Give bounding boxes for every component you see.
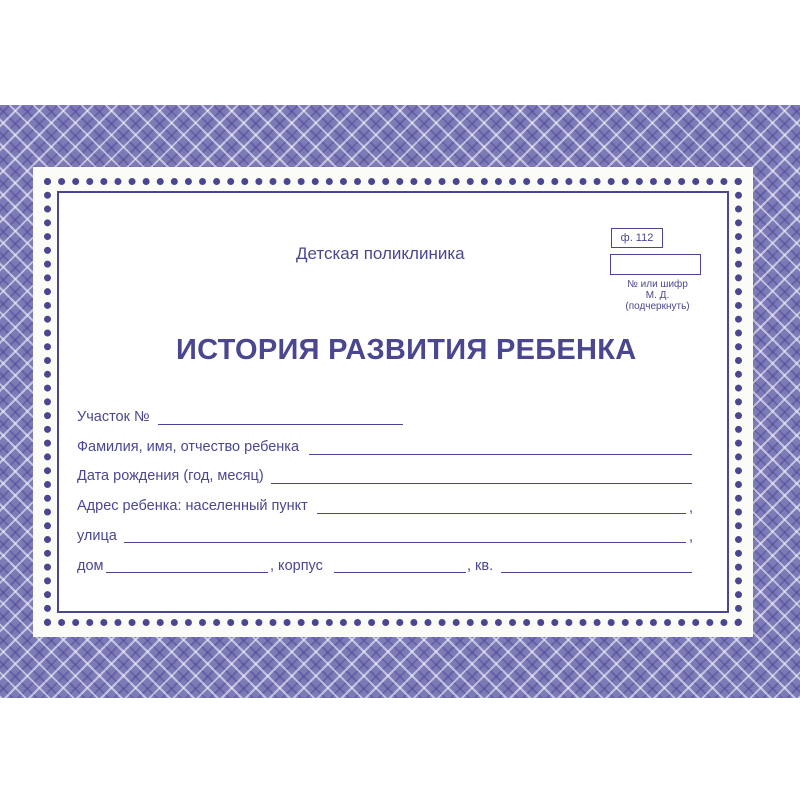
- apartment-field[interactable]: [501, 572, 692, 573]
- birth-date-label: Дата рождения (год, месяц): [77, 468, 264, 484]
- code-caption-line: М. Д.: [645, 290, 670, 301]
- comma: ,: [689, 529, 694, 545]
- house-field[interactable]: [106, 572, 268, 573]
- house-label: дом: [77, 558, 104, 574]
- full-name-field[interactable]: [309, 454, 692, 455]
- clinic-name: Детская поликлиника: [296, 244, 465, 263]
- district-label: Участок №: [77, 409, 150, 425]
- record-code-field[interactable]: [610, 254, 701, 275]
- building-field[interactable]: [334, 572, 466, 573]
- street-field[interactable]: [124, 542, 686, 543]
- full-name-label: Фамилия, имя, отчество ребенка: [77, 439, 300, 455]
- address-label: Адрес ребенка: населенный пункт: [77, 498, 308, 514]
- apartment-label: , кв.: [467, 558, 494, 574]
- comma: ,: [689, 500, 694, 516]
- code-caption-line: (подчеркнуть): [625, 301, 690, 312]
- address-field[interactable]: [317, 513, 686, 514]
- district-field[interactable]: [158, 424, 403, 425]
- code-caption-line: № или шифр: [627, 279, 688, 290]
- birth-date-field[interactable]: [271, 483, 692, 484]
- record-code-caption: [610, 279, 705, 312]
- building-label: , корпус: [270, 558, 323, 574]
- form-number-box: ф. 112: [611, 228, 663, 248]
- document-title: ИСТОРИЯ РАЗВИТИЯ РЕБЕНКА: [176, 334, 637, 366]
- street-label: улица: [77, 528, 117, 544]
